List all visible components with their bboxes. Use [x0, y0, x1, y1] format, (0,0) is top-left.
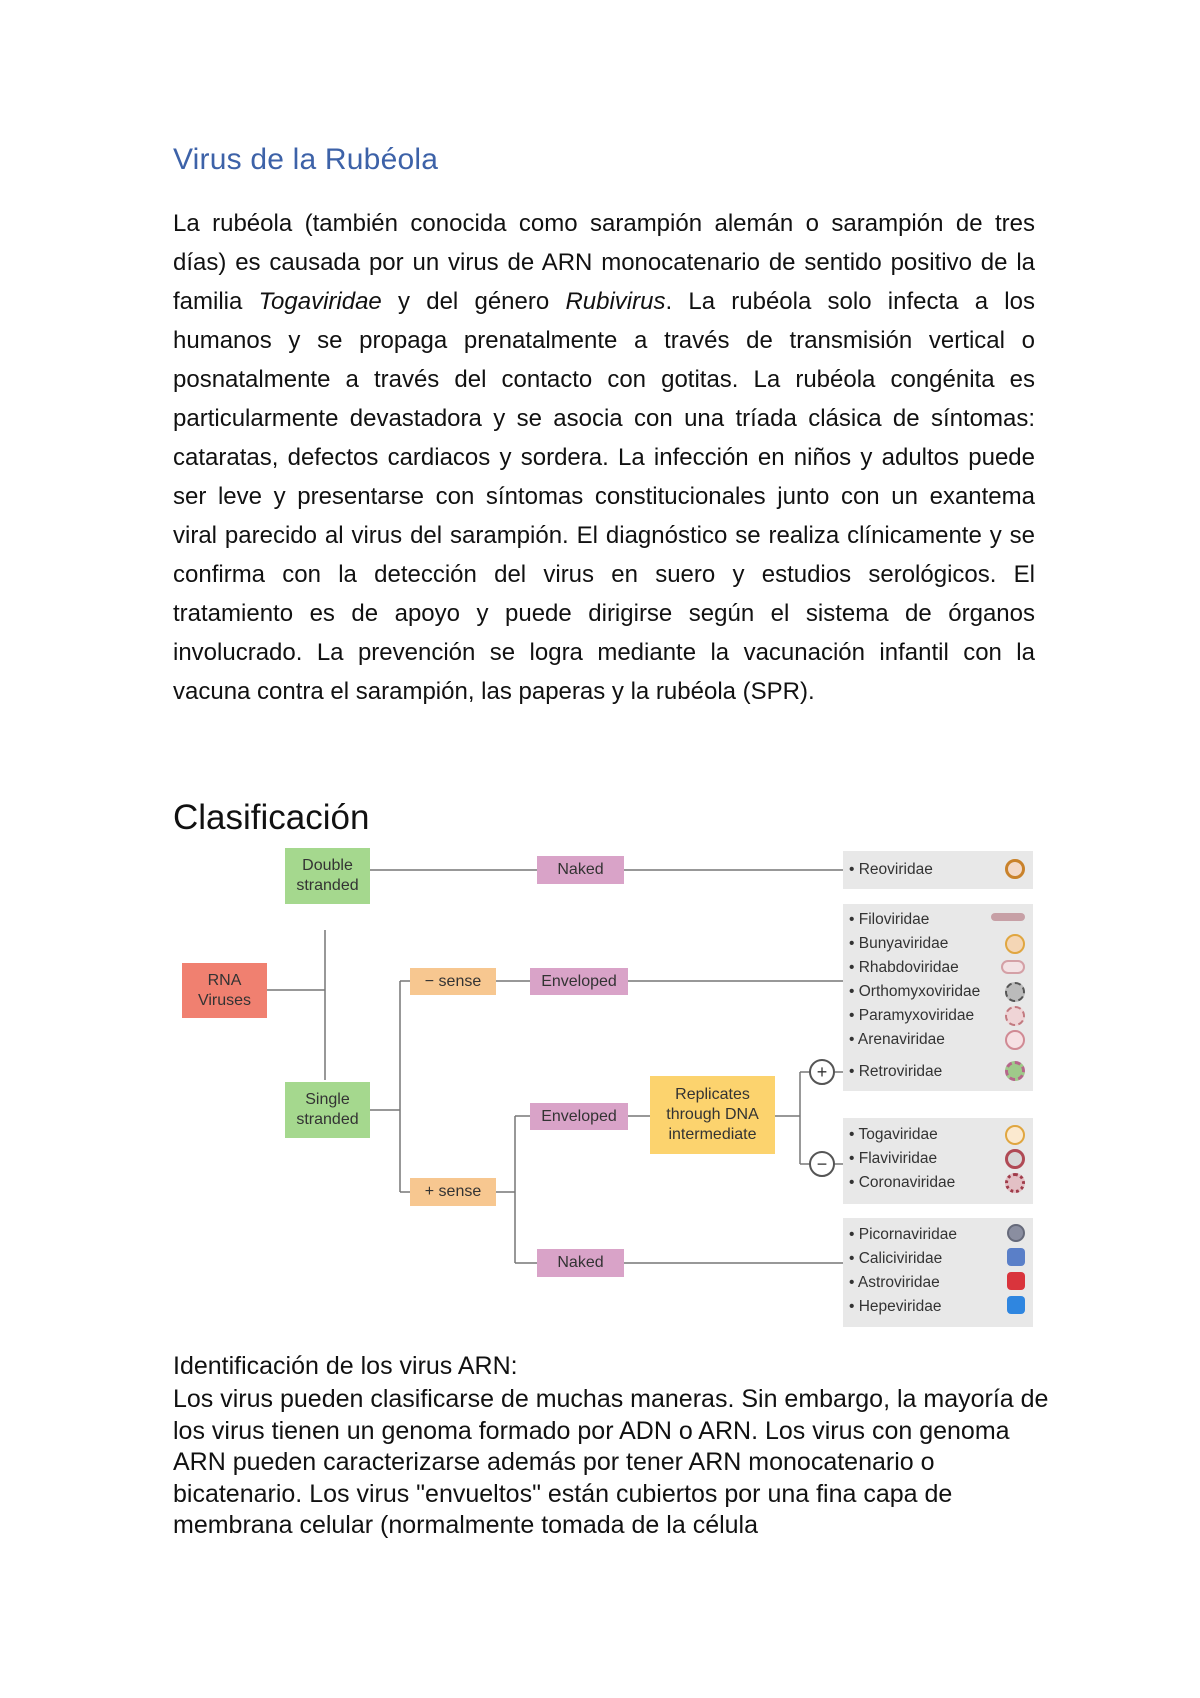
rna-viruses-label: RNA Viruses [197, 971, 252, 1009]
replicates-label: Replicates through DNA intermediate [666, 1086, 759, 1143]
retrovirus-icon [1005, 1061, 1025, 1081]
family-coronaviridae: • Coronaviridae [849, 1174, 956, 1191]
plus-sense-label: + sense [424, 1183, 482, 1200]
bunyavirus-icon [1005, 934, 1025, 954]
section-heading: Clasificación [173, 798, 370, 837]
intro-text-2: y del género [381, 288, 566, 315]
rna-classification-diagram [170, 848, 1040, 1330]
hepevirus-icon [1007, 1296, 1025, 1314]
rna-viruses-box [182, 963, 267, 1018]
naked-top-label: Naked [557, 861, 604, 878]
family-arenaviridae: • Arenaviridae [849, 1031, 945, 1048]
filovirus-icon [991, 913, 1025, 921]
family-name: Togaviridae [258, 288, 382, 315]
family-retroviridae: • Retroviridae [849, 1063, 943, 1080]
family-paramyxoviridae: • Paramyxoviridae [849, 1007, 975, 1024]
single-stranded-label: Single stranded [296, 1091, 359, 1128]
flavivirus-icon [1005, 1149, 1025, 1169]
intro-text-3: . La rubéola solo infecta a los humanos y se propaga prenatalmente a través de transmisión vertical o posnatalmente a través del contacto con gotitas. La rubéola congénita es particularmente devastadora y se asocia con una tríada clásica de síntomas: cataratas, defectos cardiacos y sordera. La infección en niños y adultos puede ser leve y presentarse con síntomas constitucionales junto con un exantema viral parecido al virus del sarampión. El diagnóstico se realiza clínicamente y se confirma con la detección del virus en suero y estudios serológicos. El tratamiento es de apoyo y puede dirigirse según el sistema de órganos involucrado. La prevención se logra mediante la vacunación infantil con la vacuna contra el sarampión, las paperas y la rubéola (SPR). [173, 288, 1035, 705]
identification-paragraph: Los virus pueden clasificarse de muchas maneras. Sin embargo, la mayoría de los virus tienen un genoma formado por ADN o ARN. Los virus con genoma ARN pueden caracterizarse además por tener ARN monocatenario o bicatenario. Los virus "envueltos" están cubiertos por una fina capa de membrana celular (normalmente tomada de la célula [173, 1385, 1049, 1539]
family-orthomyxoviridae: • Orthomyxoviridae [849, 983, 981, 1000]
minus-sense-box [410, 968, 496, 995]
intro-paragraph [173, 204, 1035, 711]
plus-sign-label: + [816, 1062, 828, 1082]
minus-sense-label: − sense [424, 972, 482, 990]
enveloped-plus-label: Enveloped [541, 1107, 617, 1125]
arenavirus-icon [1005, 1030, 1025, 1050]
plus-sign-icon [809, 1059, 835, 1085]
family-togaviridae: • Togaviridae [849, 1126, 938, 1143]
enveloped-minus-label: Enveloped [541, 972, 617, 990]
minus-sign-icon [809, 1151, 835, 1177]
plus-naked-panel [843, 1218, 1033, 1327]
rhabdovirus-icon [1001, 960, 1025, 974]
family-reoviridae: • Reoviridae [849, 861, 933, 878]
coronavirus-icon [1005, 1173, 1025, 1193]
astrovirus-icon [1007, 1272, 1025, 1290]
replicates-box [650, 1076, 775, 1154]
family-bunyaviridae: • Bunyaviridae [849, 935, 949, 952]
page-title: Virus de la Rubéola [173, 143, 439, 176]
naked-bottom-box [537, 1249, 624, 1277]
enveloped-minus-box [530, 968, 628, 995]
naked-bottom-label: Naked [557, 1254, 604, 1271]
identification-subheading: Identificación de los virus ARN: [173, 1352, 518, 1380]
calicivirus-icon [1007, 1248, 1025, 1266]
togavirus-icon [1005, 1125, 1025, 1145]
family-astroviridae: • Astroviridae [849, 1274, 940, 1291]
enveloped-plus-box [530, 1103, 628, 1130]
family-hepeviridae: • Hepeviridae [849, 1298, 942, 1315]
double-stranded-box [285, 848, 370, 904]
family-flaviviridae: • Flaviviridae [849, 1150, 938, 1167]
paramyxovirus-icon [1005, 1006, 1025, 1026]
plus-enveloped-panel [843, 1118, 1033, 1204]
family-caliciviridae: • Caliciviridae [849, 1250, 943, 1267]
retroviridae-panel [843, 1053, 1033, 1091]
double-stranded-label: Double stranded [296, 857, 359, 894]
minus-enveloped-panel [843, 904, 1033, 1060]
plus-sense-box [410, 1178, 496, 1206]
genus-name: Rubivirus [565, 288, 666, 315]
reoviridae-panel [843, 851, 1033, 889]
naked-top-box [537, 856, 624, 884]
intro-text-1: La rubéola (también conocida como sarampión alemán o sarampión de tres días) es causada por un virus de ARN monocatenario de sentido positivo de la familia [173, 210, 1035, 315]
reovirus-icon [1005, 859, 1025, 879]
family-filoviridae: • Filoviridae [849, 911, 930, 928]
family-rhabdoviridae: • Rhabdoviridae [849, 959, 959, 976]
minus-sign-label: − [816, 1154, 828, 1174]
single-stranded-box [285, 1082, 370, 1138]
family-picornaviridae: • Picornaviridae [849, 1226, 957, 1243]
picornavirus-icon [1007, 1224, 1025, 1242]
orthomyxovirus-icon [1005, 982, 1025, 1002]
